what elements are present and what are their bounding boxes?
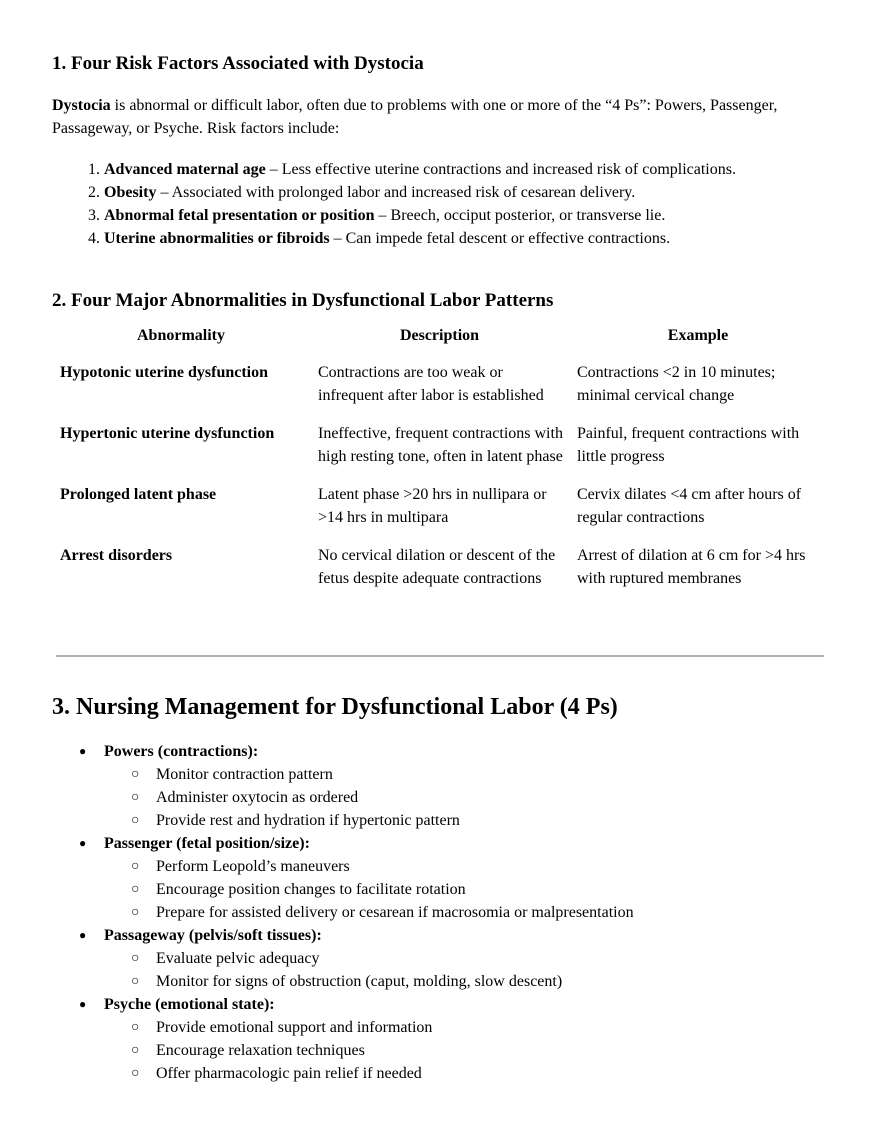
- intro-text: is abnormal or difficult labor, often due to problems with one or more of the “4 Ps”: Powers, Passenger, Passageway, or Psyche. Risk factors include:: [52, 97, 778, 137]
- management-list: [52, 740, 634, 1085]
- section2-heading: 2. Four Major Abnormalities in Dysfunctional Labor Patterns: [52, 290, 554, 311]
- sub-list-item: ○ Encourage position changes to facilitate rotation: [156, 878, 634, 901]
- table-cell: Hypotonic uterine dysfunction: [60, 364, 269, 381]
- table-row: [52, 422, 827, 483]
- sub-list-item: ○ Encourage relaxation techniques: [156, 1039, 634, 1062]
- list-item: [104, 924, 634, 993]
- item-text: – Can impede fetal descent or effective contractions.: [329, 230, 671, 247]
- sub-list-item: ○ Monitor for signs of obstruction (caput, molding, slow descent): [156, 970, 634, 993]
- table-cell: Arrest of dilation at 6 cm for >4 hrs with ruptured membranes: [577, 547, 806, 587]
- table-cell: Arrest disorders: [60, 547, 173, 564]
- list-item: [104, 158, 736, 181]
- sub-list-item: ○ Administer oxytocin as ordered: [156, 786, 634, 809]
- table-row: [52, 483, 827, 544]
- table-cell: Ineffective, frequent contractions with high resting tone, often in latent phase: [318, 425, 563, 465]
- risk-factor-list: [52, 158, 736, 250]
- table-row: [52, 361, 827, 422]
- sub-list-item: ○ Evaluate pelvic adequacy: [156, 947, 634, 970]
- section3-heading: 3. Nursing Management for Dysfunctional Labor (4 Ps): [52, 694, 618, 720]
- list-item: [104, 993, 634, 1085]
- item-term: Obesity: [104, 184, 157, 201]
- sub-list-item: ○ Offer pharmacologic pain relief if needed: [156, 1062, 634, 1085]
- table-cell: Contractions <2 in 10 minutes; minimal cervical change: [577, 364, 776, 404]
- item-term: Advanced maternal age: [104, 161, 266, 178]
- table-cell: Contractions are too weak or infrequent after labor is established: [318, 364, 544, 404]
- list-item: [104, 204, 736, 227]
- table-cell: Prolonged latent phase: [60, 486, 217, 503]
- group-label: Psyche (emotional state):: [104, 996, 275, 1013]
- intro-term: Dystocia: [52, 97, 111, 114]
- table-cell: Latent phase >20 hrs in nullipara or >14 hrs in multipara: [318, 486, 547, 526]
- item-term: Uterine abnormalities or fibroids: [104, 230, 330, 247]
- item-text: – Breech, occiput posterior, or transverse lie.: [374, 207, 666, 224]
- horizontal-divider: [56, 655, 824, 657]
- table-cell: Hypertonic uterine dysfunction: [60, 425, 275, 442]
- table-cell: Painful, frequent contractions with little progress: [577, 425, 800, 465]
- group-label: Passenger (fetal position/size):: [104, 835, 310, 852]
- dystocia-intro: [52, 94, 812, 140]
- sub-list-item: ○ Provide rest and hydration if hypertonic pattern: [156, 809, 634, 832]
- column-header: Description: [399, 327, 480, 344]
- table-cell: Cervix dilates <4 cm after hours of regular contractions: [577, 486, 802, 526]
- group-label: Powers (contractions):: [104, 743, 259, 760]
- table-header-row: [52, 324, 827, 361]
- item-text: – Less effective uterine contractions and increased risk of complications.: [265, 161, 736, 178]
- list-item: [104, 181, 736, 204]
- item-term: Abnormal fetal presentation or position: [104, 207, 375, 224]
- section1-heading: 1. Four Risk Factors Associated with Dystocia: [52, 53, 424, 74]
- column-header: Example: [667, 327, 729, 344]
- group-label: Passageway (pelvis/soft tissues):: [104, 927, 322, 944]
- table-row: [52, 544, 827, 605]
- sub-list-item: ○ Monitor contraction pattern: [156, 763, 634, 786]
- list-item: [104, 740, 634, 832]
- list-item: [104, 227, 736, 250]
- list-item: [104, 832, 634, 924]
- abnormalities-table: [52, 324, 827, 605]
- table-cell: No cervical dilation or descent of the fetus despite adequate contractions: [318, 547, 556, 587]
- column-header: Abnormality: [137, 327, 225, 344]
- sub-list-item: ○ Prepare for assisted delivery or cesarean if macrosomia or malpresentation: [156, 901, 634, 924]
- sub-list-item: ○ Perform Leopold’s maneuvers: [156, 855, 634, 878]
- item-text: – Associated with prolonged labor and increased risk of cesarean delivery.: [156, 184, 636, 201]
- sub-list-item: ○ Provide emotional support and information: [156, 1016, 634, 1039]
